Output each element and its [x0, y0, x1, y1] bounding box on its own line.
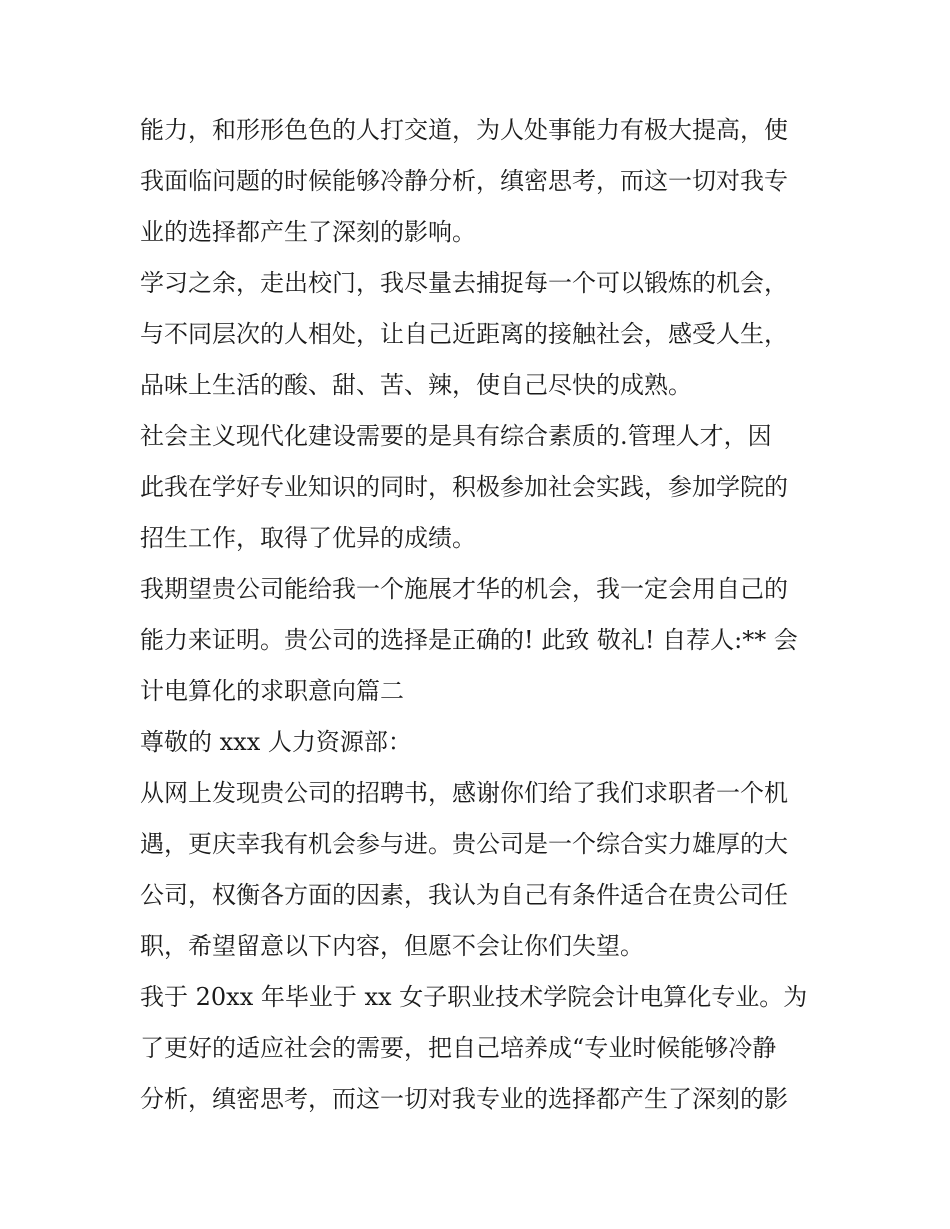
- text-line: 了更好的适应社会的需要，把自己培养成“专业时候能够冷静: [140, 1034, 777, 1062]
- text-line: 我面临问题的时候能够冷静分析，缜密思考，而这一切对我专: [140, 167, 788, 195]
- text-line: 分析，缜密思考，而这一切对我专业的选择都产生了深刻的影: [140, 1085, 788, 1113]
- text-line: 我期望贵公司能给我一个施展才华的机会，我一定会用自己的: [140, 575, 788, 603]
- text-line: 业的选择都产生了深刻的影响。: [140, 218, 476, 246]
- text-line: 遇，更庆幸我有机会参与进。贵公司是一个综合实力雄厚的大: [140, 830, 788, 858]
- text-line: 与不同层次的人相处，让自己近距离的接触社会，感受人生，: [140, 320, 788, 348]
- text-line: 招生工作，取得了优异的成绩。: [140, 524, 476, 552]
- text-line: 从网上发现贵公司的招聘书，感谢你们给了我们求职者一个机: [140, 779, 788, 807]
- text-line: 职，希望留意以下内容，但愿不会让你们失望。: [140, 932, 644, 960]
- text-line: 学习之余，走出校门，我尽量去捕捉每一个可以锻炼的机会，: [140, 269, 788, 297]
- text-line: 能力来证明。贵公司的选择是正确的! 此致 敬礼! 自荐人:** 会: [140, 626, 798, 654]
- text-line: 品味上生活的酸、甜、苦、辣，使自己尽快的成熟。: [140, 371, 692, 399]
- text-line: 能力，和形形色色的人打交道，为人处事能力有极大提高，使: [140, 116, 788, 144]
- text-line: 社会主义现代化建设需要的是具有综合素质的.管理人才，因: [140, 422, 772, 450]
- text-line: 此我在学好专业知识的同时，积极参加社会实践，参加学院的: [140, 473, 788, 501]
- document-body: [140, 108, 820, 1128]
- salutation-line: 尊敬的 xxx 人力资源部：: [140, 728, 412, 756]
- text-line: 公司，权衡各方面的因素，我认为自己有条件适合在贵公司任: [140, 881, 788, 909]
- text-line: 我于 20xx 年毕业于 xx 女子职业技术学院会计电算化专业。为: [140, 983, 808, 1011]
- text-line: 计电算化的求职意向篇二: [140, 677, 404, 705]
